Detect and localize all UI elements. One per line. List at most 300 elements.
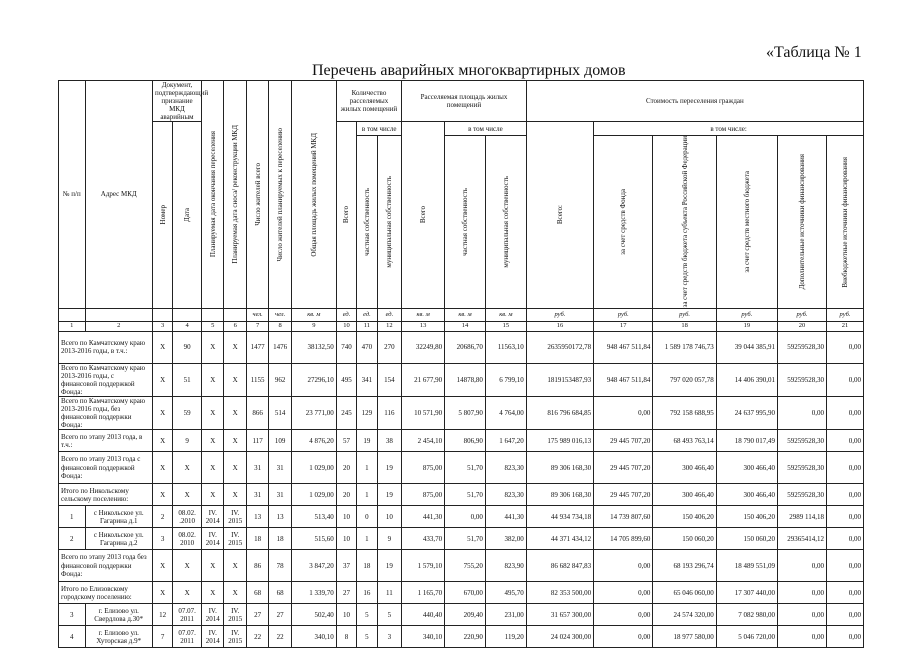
header-rooms-muni: муниципальная собственность (377, 136, 402, 308)
header-area-private: частная собственность (445, 136, 486, 308)
cell-c12: 11 (377, 582, 402, 604)
cell-c19: 24 637 995,90 (716, 396, 777, 429)
column-numbers-row (59, 321, 864, 331)
col-number: 8 (269, 321, 291, 331)
cell-c21: 0,00 (827, 506, 864, 528)
col-number: 4 (173, 321, 202, 331)
cell-c16: 816 796 684,85 (526, 396, 593, 429)
col-number: 10 (336, 321, 356, 331)
cell-c10: 57 (336, 430, 356, 452)
cell-c6: X (224, 396, 246, 429)
header-cost: Стоимость переселения граждан (526, 81, 863, 122)
cell-c21: 0,00 (827, 363, 864, 396)
row-label: Всего по Камчатскому краю 2013-2016 годы, с финансовой поддержкой Фонда: (59, 363, 153, 396)
cell-c8: 962 (269, 363, 291, 396)
cell-c14: 806,90 (445, 430, 486, 452)
header-doc-date: Дата (173, 122, 202, 308)
unit-cell: чел. (246, 308, 268, 321)
cell-c9: 513,40 (291, 506, 336, 528)
cell-c10: 495 (336, 363, 356, 396)
cell-c19: 18 790 017,49 (716, 430, 777, 452)
cell-c19: 5 046 720,00 (716, 626, 777, 648)
cell-c11: 1 (357, 452, 377, 484)
page-title: Перечень аварийных многоквартирных домов (312, 62, 626, 79)
header-cost-fund: за счет средств Фонда (594, 136, 653, 308)
header-plan-demolish: Планируемая дата сноса/ реконструкции МКД (224, 81, 246, 309)
cell-c16: 24 024 300,00 (526, 626, 593, 648)
row-number: 2 (59, 528, 86, 550)
unit-cell: чел. (269, 308, 291, 321)
cell-c10: 20 (336, 452, 356, 484)
row-number: 4 (59, 626, 86, 648)
cell-c20: 0,00 (778, 396, 827, 429)
cell-c10: 740 (336, 331, 356, 363)
header-rooms-count: Количество расселяемых жилых помещений (336, 81, 401, 122)
cell-c15: 1 647,20 (485, 430, 526, 452)
cell-c17: 0,00 (594, 396, 653, 429)
cell-c6: X (224, 452, 246, 484)
col-number: 13 (402, 321, 445, 331)
cell-c8: 27 (269, 604, 291, 626)
cell-c18: 150 060,20 (653, 528, 716, 550)
row-label: Всего по Камчатскому краю 2013-2016 годы, без финансовой поддержки Фонда: (59, 396, 153, 429)
header-rooms-incl: в том числе (357, 122, 402, 136)
cell-c15: 231,00 (485, 604, 526, 626)
cell-c19: 17 307 440,00 (716, 582, 777, 604)
table-row (59, 396, 864, 429)
cell-c6: IV. 2015 (224, 528, 246, 550)
col-number: 2 (85, 321, 152, 331)
emergency-housing-table (58, 80, 864, 648)
unit-cell: ед. (357, 308, 377, 321)
cell-c3: X (152, 396, 172, 429)
cell-c11: 5 (357, 604, 377, 626)
cell-c6: X (224, 430, 246, 452)
cell-c18: 18 977 580,00 (653, 626, 716, 648)
header-address: Адрес МКД (85, 81, 152, 309)
cell-c17: 14 705 899,60 (594, 528, 653, 550)
cell-c16: 86 682 847,83 (526, 550, 593, 582)
cell-c7: 68 (246, 582, 268, 604)
cell-c6: X (224, 484, 246, 506)
col-number: 20 (778, 321, 827, 331)
header-cost-extra: Дополнительные источники финансирования (778, 136, 827, 308)
cell-c4: 90 (173, 331, 202, 363)
cell-c17: 29 445 707,20 (594, 430, 653, 452)
cell-c14: 51,70 (445, 452, 486, 484)
cell-c13: 10 571,90 (402, 396, 445, 429)
cell-c16: 89 306 168,30 (526, 484, 593, 506)
cell-c15: 382,00 (485, 528, 526, 550)
cell-c16: 2635950172,78 (526, 331, 593, 363)
header-residents-plan: Число жителей планируемых к переселению (269, 81, 291, 309)
cell-c21: 0,00 (827, 484, 864, 506)
cell-c6: X (224, 331, 246, 363)
cell-c14: 670,00 (445, 582, 486, 604)
cell-c15: 823,30 (485, 484, 526, 506)
cell-c18: 68 193 296,74 (653, 550, 716, 582)
unit-cell: кв. м (485, 308, 526, 321)
cell-c12: 19 (377, 452, 402, 484)
cell-c12: 154 (377, 363, 402, 396)
cell-c20: 0,00 (778, 582, 827, 604)
cell-c13: 440,40 (402, 604, 445, 626)
row-label: Итого по Никольскому сельскому поселению: (59, 484, 153, 506)
cell-c16: 31 657 300,00 (526, 604, 593, 626)
cell-c14: 220,90 (445, 626, 486, 648)
cell-c3: X (152, 331, 172, 363)
cell-c7: 18 (246, 528, 268, 550)
col-number: 18 (653, 321, 716, 331)
cell-c6: IV. 2015 (224, 506, 246, 528)
cell-c11: 1 (357, 484, 377, 506)
cell-c4: 51 (173, 363, 202, 396)
cell-c19: 150 060,20 (716, 528, 777, 550)
cell-c5: X (201, 430, 223, 452)
col-number: 9 (291, 321, 336, 331)
cell-c9: 515,60 (291, 528, 336, 550)
cell-c12: 116 (377, 396, 402, 429)
cell-c6: X (224, 550, 246, 582)
unit-cell: кв. м (445, 308, 486, 321)
cell-c10: 245 (336, 396, 356, 429)
header-area-muni: муниципальная собственность (485, 136, 526, 308)
cell-c20: 0,00 (778, 550, 827, 582)
cell-c5: X (201, 550, 223, 582)
cell-c4: 9 (173, 430, 202, 452)
cell-c8: 68 (269, 582, 291, 604)
cell-c4: X (173, 484, 202, 506)
cell-c9: 1 029,00 (291, 484, 336, 506)
cell-c17: 0,00 (594, 582, 653, 604)
cell-c9: 4 876,20 (291, 430, 336, 452)
cell-c19: 300 466,40 (716, 452, 777, 484)
cell-c13: 875,00 (402, 484, 445, 506)
cell-c7: 22 (246, 626, 268, 648)
cell-c8: 109 (269, 430, 291, 452)
table-row (59, 452, 864, 484)
unit-cell: кв. м (291, 308, 336, 321)
cell-c18: 792 158 688,95 (653, 396, 716, 429)
cell-c9: 1 029,00 (291, 452, 336, 484)
cell-c3: 12 (152, 604, 172, 626)
cell-c3: X (152, 484, 172, 506)
cell-c19: 7 082 980,00 (716, 604, 777, 626)
col-number: 6 (224, 321, 246, 331)
cell-c4: 07.07. 2011 (173, 626, 202, 648)
cell-c13: 433,70 (402, 528, 445, 550)
cell-c15: 823,90 (485, 550, 526, 582)
cell-c14: 209,40 (445, 604, 486, 626)
table-row (59, 331, 864, 363)
cell-c18: 65 046 060,00 (653, 582, 716, 604)
table-body (59, 331, 864, 647)
cell-c8: 78 (269, 550, 291, 582)
cell-c13: 441,30 (402, 506, 445, 528)
col-number: 5 (201, 321, 223, 331)
col-number: 19 (716, 321, 777, 331)
cell-c8: 18 (269, 528, 291, 550)
cell-c11: 16 (357, 582, 377, 604)
cell-c17: 0,00 (594, 604, 653, 626)
cell-c12: 19 (377, 550, 402, 582)
cell-c21: 0,00 (827, 626, 864, 648)
unit-cell: руб. (827, 308, 864, 321)
cell-c4: X (173, 550, 202, 582)
cell-c3: X (152, 452, 172, 484)
cell-c18: 150 406,20 (653, 506, 716, 528)
cell-c14: 20686,70 (445, 331, 486, 363)
cell-c8: 1476 (269, 331, 291, 363)
cell-c10: 10 (336, 528, 356, 550)
cell-c9: 340,10 (291, 626, 336, 648)
cell-c18: 300 466,40 (653, 452, 716, 484)
cell-c7: 866 (246, 396, 268, 429)
col-number: 21 (827, 321, 864, 331)
row-number: 3 (59, 604, 86, 626)
row-label: Всего по Камчатскому краю 2013-2016 годы, в т.ч.: (59, 331, 153, 363)
cell-c14: 755,20 (445, 550, 486, 582)
cell-c13: 1 579,10 (402, 550, 445, 582)
cell-c3: X (152, 550, 172, 582)
cell-c4: 07.07. 2011 (173, 604, 202, 626)
cell-c9: 27296,10 (291, 363, 336, 396)
cell-c14: 0,00 (445, 506, 486, 528)
cell-c5: IV. 2014 (201, 604, 223, 626)
cell-c19: 39 044 385,91 (716, 331, 777, 363)
cell-c20: 59259528,30 (778, 484, 827, 506)
cell-c17: 29 445 707,20 (594, 484, 653, 506)
cell-c19: 300 466,40 (716, 484, 777, 506)
table-row (59, 550, 864, 582)
cell-c13: 875,00 (402, 452, 445, 484)
col-number: 1 (59, 321, 86, 331)
cell-c15: 441,30 (485, 506, 526, 528)
cell-c4: X (173, 452, 202, 484)
cell-c11: 19 (357, 430, 377, 452)
cell-c15: 823,30 (485, 452, 526, 484)
cell-c6: IV. 2015 (224, 626, 246, 648)
unit-cell: руб. (594, 308, 653, 321)
header-cost-incl: в том числе: (594, 122, 864, 136)
cell-c12: 270 (377, 331, 402, 363)
row-label: Всего по этапу 2013 года, в т.ч.: (59, 430, 153, 452)
cell-c5: X (201, 363, 223, 396)
cell-c9: 23 771,00 (291, 396, 336, 429)
header-total-area: Общая площадь жилых помещений МКД (291, 81, 336, 309)
unit-cell: руб. (526, 308, 593, 321)
header-num: № п/п (59, 81, 86, 309)
cell-c5: X (201, 582, 223, 604)
cell-c16: 89 306 168,30 (526, 452, 593, 484)
cell-c14: 5 807,90 (445, 396, 486, 429)
cell-c20: 59259528,30 (778, 430, 827, 452)
cell-c20: 29365414,12 (778, 528, 827, 550)
cell-c10: 10 (336, 506, 356, 528)
cell-c13: 1 165,70 (402, 582, 445, 604)
cell-c20: 59259528,30 (778, 363, 827, 396)
cell-c5: X (201, 331, 223, 363)
cell-c15: 11563,10 (485, 331, 526, 363)
cell-c21: 0,00 (827, 331, 864, 363)
unit-cell: руб. (716, 308, 777, 321)
cell-c12: 9 (377, 528, 402, 550)
cell-c14: 51,70 (445, 484, 486, 506)
col-number: 12 (377, 321, 402, 331)
cell-c21: 0,00 (827, 396, 864, 429)
cell-c13: 32249,80 (402, 331, 445, 363)
cell-c8: 13 (269, 506, 291, 528)
cell-c18: 300 466,40 (653, 484, 716, 506)
row-label: Всего по этапу 2013 года без финансовой поддержки Фонда: (59, 550, 153, 582)
col-number: 15 (485, 321, 526, 331)
cell-c5: X (201, 396, 223, 429)
cell-c9: 1 339,70 (291, 582, 336, 604)
header-residents: Число жителей всего (246, 81, 268, 309)
cell-c21: 0,00 (827, 582, 864, 604)
header-area-incl: в том числе (445, 122, 527, 136)
cell-c12: 10 (377, 506, 402, 528)
cell-c18: 24 574 320,00 (653, 604, 716, 626)
cell-c13: 2 454,10 (402, 430, 445, 452)
cell-c15: 4 764,00 (485, 396, 526, 429)
cell-c3: X (152, 363, 172, 396)
cell-c5: IV. 2014 (201, 528, 223, 550)
row-address: г. Елизово ул. Свердлова д.30* (85, 604, 152, 626)
header-rooms-total: Всего (336, 122, 356, 308)
cell-c3: X (152, 430, 172, 452)
row-address: с Никольское ул. Гагарина д.1 (85, 506, 152, 528)
cell-c10: 37 (336, 550, 356, 582)
table-row (59, 626, 864, 648)
cell-c17: 29 445 707,20 (594, 452, 653, 484)
cell-c5: X (201, 452, 223, 484)
cell-c4: X (173, 582, 202, 604)
cell-c16: 44 371 434,12 (526, 528, 593, 550)
col-number: 11 (357, 321, 377, 331)
cell-c3: 7 (152, 626, 172, 648)
header-document: Документ, подтверждающий признание МКД аварийным (152, 81, 201, 122)
cell-c7: 31 (246, 452, 268, 484)
cell-c20: 2989 114,18 (778, 506, 827, 528)
cell-c21: 0,00 (827, 452, 864, 484)
cell-c3: 3 (152, 528, 172, 550)
cell-c19: 14 406 390,01 (716, 363, 777, 396)
cell-c3: 2 (152, 506, 172, 528)
cell-c6: X (224, 582, 246, 604)
table-row (59, 506, 864, 528)
header-plan-end: Планируемая дата окончания переселения (201, 81, 223, 309)
cell-c6: IV. 2015 (224, 604, 246, 626)
table-row (59, 582, 864, 604)
cell-c21: 0,00 (827, 430, 864, 452)
cell-c17: 948 467 511,84 (594, 331, 653, 363)
cell-c16: 1819153487,93 (526, 363, 593, 396)
cell-c8: 31 (269, 452, 291, 484)
cell-c5: IV. 2014 (201, 626, 223, 648)
cell-c15: 119,20 (485, 626, 526, 648)
header-rooms-private: частная собственность (357, 136, 377, 308)
col-number: 16 (526, 321, 593, 331)
cell-c5: X (201, 484, 223, 506)
cell-c13: 21 677,90 (402, 363, 445, 396)
cell-c10: 20 (336, 484, 356, 506)
cell-c11: 18 (357, 550, 377, 582)
header-area-total: Всего (402, 122, 445, 308)
cell-c7: 117 (246, 430, 268, 452)
row-address: с Никольское ул. Гагарина д.2 (85, 528, 152, 550)
cell-c7: 1155 (246, 363, 268, 396)
cell-c10: 27 (336, 582, 356, 604)
cell-c20: 0,00 (778, 626, 827, 648)
unit-cell: руб. (653, 308, 716, 321)
cell-c15: 6 799,10 (485, 363, 526, 396)
cell-c8: 31 (269, 484, 291, 506)
cell-c11: 470 (357, 331, 377, 363)
cell-c19: 150 406,20 (716, 506, 777, 528)
header-area: Расселяемая площадь жилых помещений (402, 81, 527, 122)
cell-c13: 340,10 (402, 626, 445, 648)
table-caption: «Таблица № 1 (766, 44, 862, 61)
cell-c19: 18 489 551,09 (716, 550, 777, 582)
cell-c5: IV. 2014 (201, 506, 223, 528)
header-cost-offbudget: Внебюджетные источники финансирования (827, 136, 864, 308)
cell-c6: X (224, 363, 246, 396)
cell-c18: 797 020 057,78 (653, 363, 716, 396)
cell-c17: 0,00 (594, 550, 653, 582)
cell-c18: 68 493 763,14 (653, 430, 716, 452)
cell-c7: 31 (246, 484, 268, 506)
cell-c7: 13 (246, 506, 268, 528)
cell-c17: 0,00 (594, 626, 653, 648)
cell-c7: 27 (246, 604, 268, 626)
cell-c4: 08.02. 2010 (173, 528, 202, 550)
cell-c21: 0,00 (827, 528, 864, 550)
table-row (59, 430, 864, 452)
units-row (59, 308, 864, 321)
cell-c4: 08.02. .2010 (173, 506, 202, 528)
cell-c17: 948 467 511,84 (594, 363, 653, 396)
cell-c11: 0 (357, 506, 377, 528)
table-row (59, 604, 864, 626)
header-doc-num: Номер (152, 122, 172, 308)
row-number: 1 (59, 506, 86, 528)
unit-cell: руб. (778, 308, 827, 321)
cell-c15: 495,70 (485, 582, 526, 604)
cell-c9: 38132,50 (291, 331, 336, 363)
cell-c12: 5 (377, 604, 402, 626)
cell-c9: 502,40 (291, 604, 336, 626)
cell-c10: 8 (336, 626, 356, 648)
cell-c8: 514 (269, 396, 291, 429)
header-cost-local: за счет средств местного бюджета (716, 136, 777, 308)
col-number: 14 (445, 321, 486, 331)
cell-c21: 0,00 (827, 604, 864, 626)
row-label: Всего по этапу 2013 года с финансовой поддержкой Фонда: (59, 452, 153, 484)
cell-c3: X (152, 582, 172, 604)
cell-c11: 5 (357, 626, 377, 648)
unit-cell: ед. (377, 308, 402, 321)
cell-c14: 51,70 (445, 528, 486, 550)
cell-c11: 129 (357, 396, 377, 429)
header-cost-total: Всего: (526, 122, 593, 308)
cell-c9: 3 847,20 (291, 550, 336, 582)
row-label: Итого по Елизовскому городскому поселению: (59, 582, 153, 604)
cell-c16: 175 989 016,13 (526, 430, 593, 452)
cell-c10: 10 (336, 604, 356, 626)
cell-c4: 59 (173, 396, 202, 429)
cell-c20: 59259528,30 (778, 452, 827, 484)
